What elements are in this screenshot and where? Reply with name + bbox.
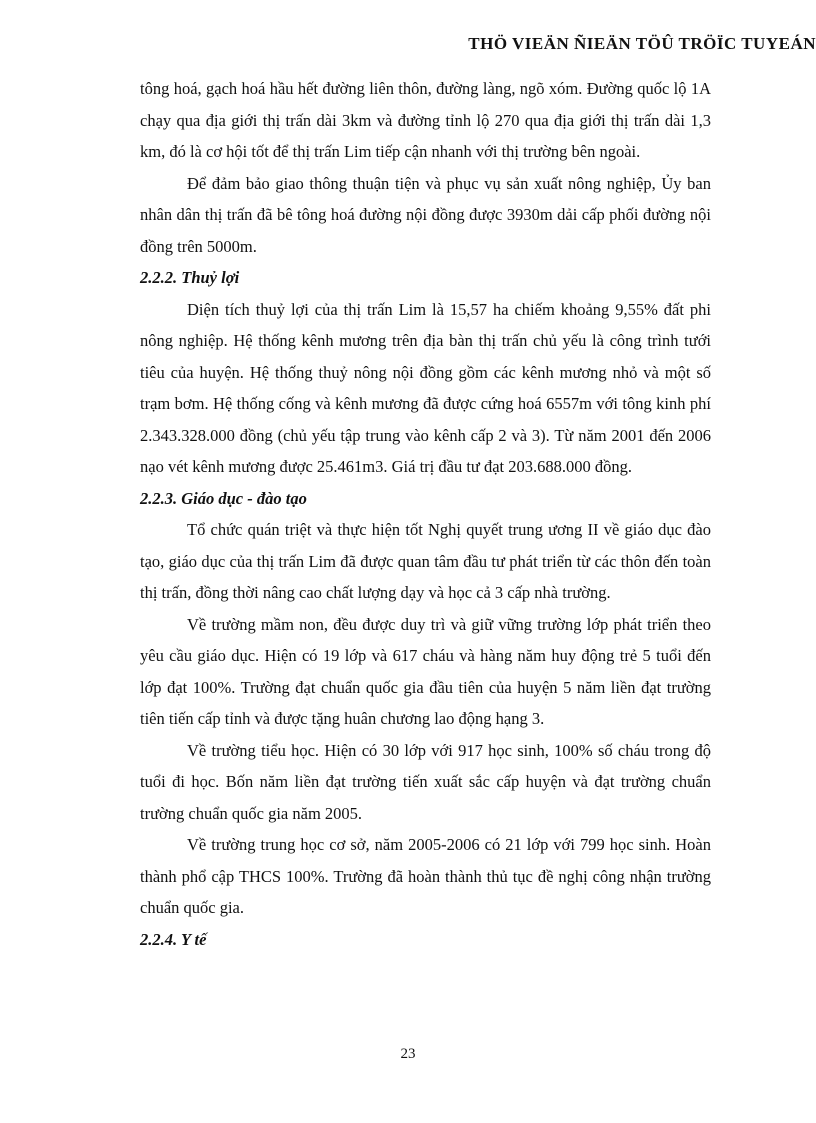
document-body <box>140 73 711 955</box>
section-heading-health: 2.2.4. Y tế <box>140 929 207 949</box>
paragraph-kindergarten: Về trường mầm non, đều được duy trì và giữ vững trường lớp phát triển theo yêu cầu giáo dục. Hiện có 19 lớp và 617 cháu và hàng năm huy động trẻ 5 tuổi đến lớp đạt 100%. Trường đạt chuẩn quốc gia đầu tiên của huyện 5 năm liền đạt trường tiên tiến cấp tỉnh và được tặng huân chương lao động hạng 3. <box>140 614 711 728</box>
paragraph-inner-field-roads: Để đảm bảo giao thông thuận tiện và phục vụ sản xuất nông nghiệp, Ủy ban nhân dân thị trấn đã bê tông hoá đường nội đồng được 3930m dải cấp phối đường nội đồng trên 5000m. <box>140 173 711 256</box>
running-header: THÖ VIEÄN ÑIEÄN TÖÛ TRÖÏC TUYEÁN <box>468 34 816 53</box>
paragraph-irrigation: Diện tích thuỷ lợi của thị trấn Lim là 15,57 ha chiếm khoảng 9,55% đất phi nông nghiệp. Hệ thống kênh mương trên địa bàn thị trấn chủ yếu là công trình tưới tiêu của huyện. Hệ thống thuỷ nông nội đồng gồm các kênh mương nhỏ và một số trạm bơm. Hệ thống cống và kênh mương đã được cứng hoá 6557m với tông kinh phí 2.343.328.000 đồng (chủ yếu tập trung vào kênh cấp 2 và 3). Từ năm 2001 đến 2006 nạo vét kênh mương được 25.461m3. Giá trị đầu tư đạt 203.688.000 đồng. <box>140 299 711 476</box>
paragraph-transport-continued: tông hoá, gạch hoá hầu hết đường liên thôn, đường làng, ngõ xóm. Đường quốc lộ 1A chạy qua địa giới thị trấn dài 3km và đường tỉnh lộ 270 qua địa giới thị trấn dài 1,3 km, đó là cơ hội tốt để thị trấn Lim tiếp cận nhanh với thị trường bên ngoài. <box>140 79 711 161</box>
page-number: 23 <box>400 1046 416 1062</box>
paragraph-primary-school: Về trường tiểu học. Hiện có 30 lớp với 917 học sinh, 100% số cháu trong độ tuổi đi học. Bốn năm liền đạt trường tiến xuất sắc cấp huyện và đạt trường chuẩn trường chuẩn quốc gia năm 2005. <box>140 740 711 823</box>
paragraph-education-overview: Tổ chức quán triệt và thực hiện tốt Nghị quyết trung ương II về giáo dục đào tạo, giáo dục của thị trấn Lim đã được quan tâm đầu tư phát triển từ các thôn đến toàn thị trấn, đồng thời nâng cao chất lượng dạy và học cả 3 cấp nhà trường. <box>140 520 711 602</box>
paragraph-secondary-school: Về trường trung học cơ sở, năm 2005-2006 có 21 lớp với 799 học sinh. Hoàn thành phổ cập THCS 100%. Trường đã hoàn thành thủ tục đề nghị công nhận trường chuẩn quốc gia. <box>140 835 711 917</box>
section-heading-education: 2.2.3. Giáo dục - đào tạo <box>140 488 307 508</box>
section-heading-irrigation: 2.2.2. Thuỷ lợi <box>140 268 240 287</box>
